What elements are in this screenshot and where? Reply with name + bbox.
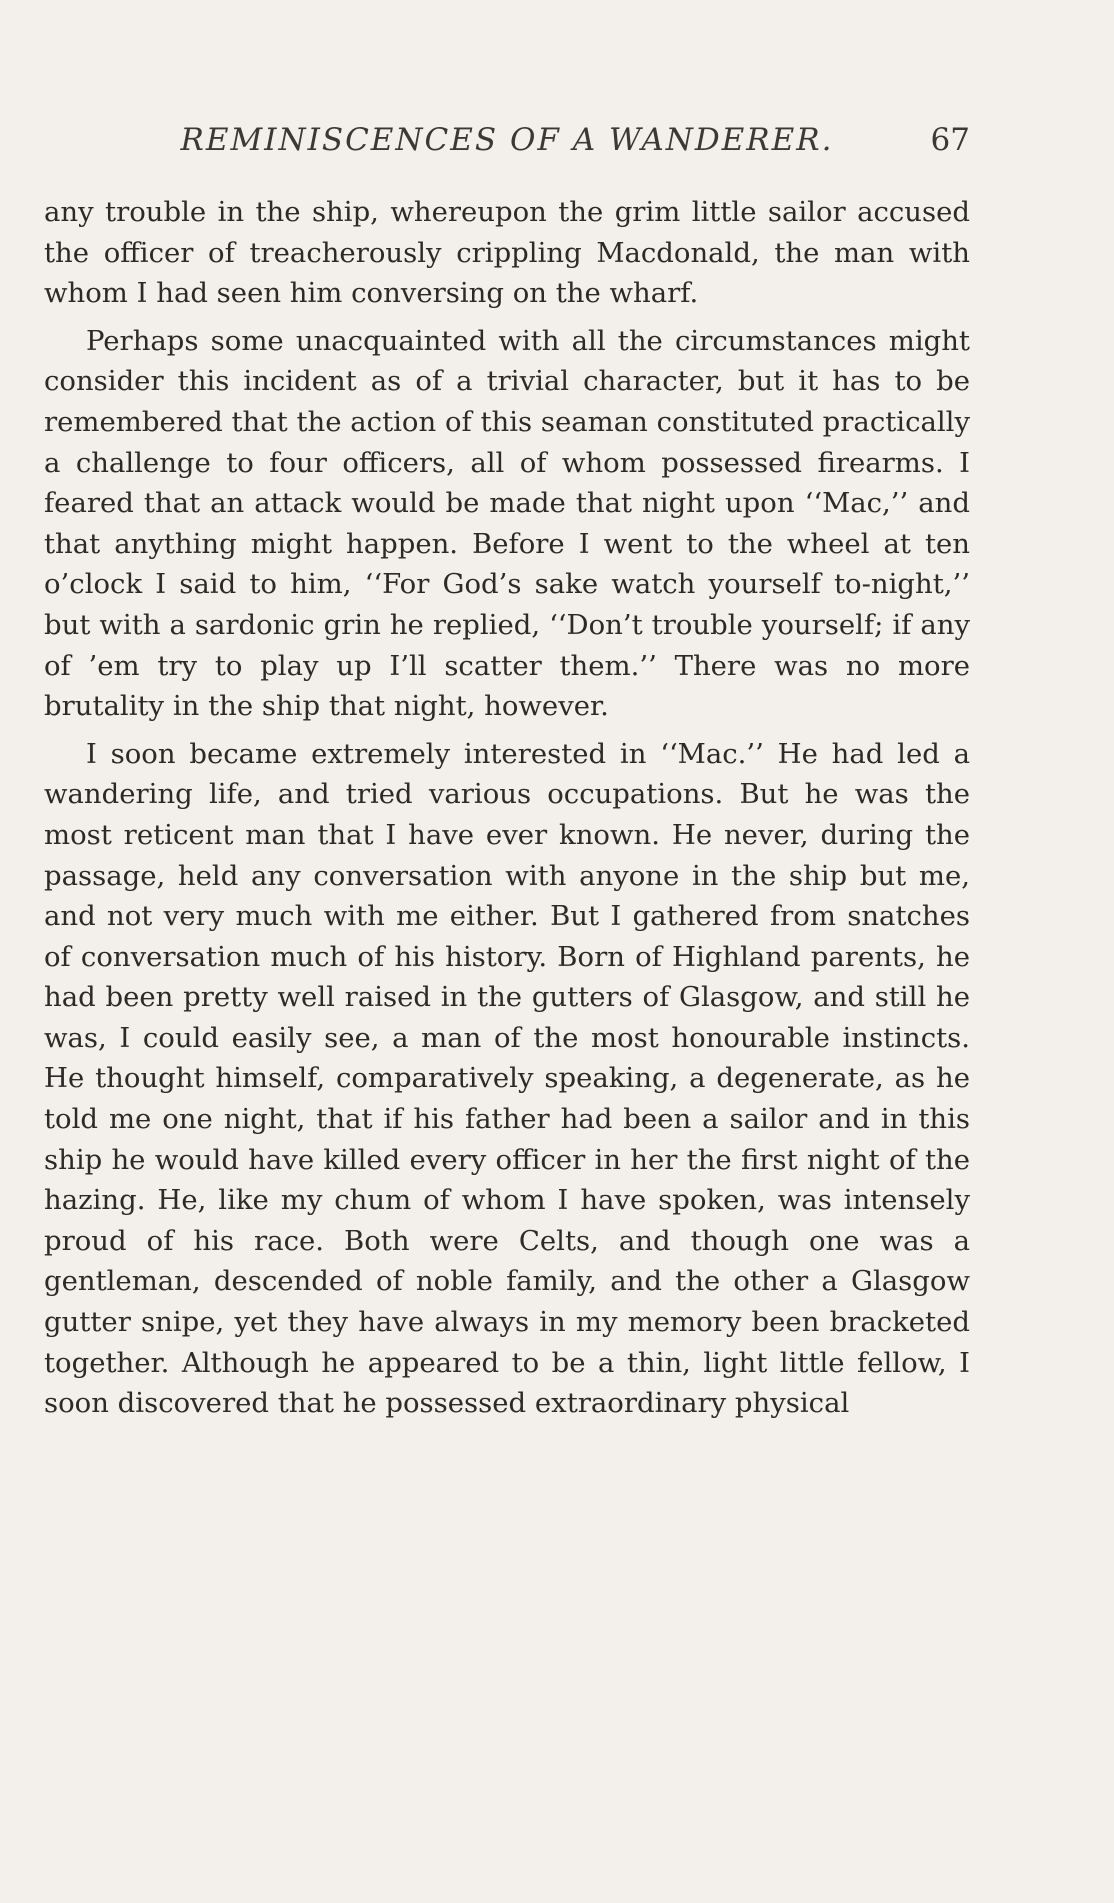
page-number: 67	[930, 122, 970, 158]
page-body	[44, 192, 970, 1431]
paragraph: Perhaps some unacquainted with all the circumstances might consider this incident as of a trivial character, but it has to be remembered that the action of this seaman constituted practically a challenge to four officers, all of whom possessed firearms. I feared that an attack would be made that night upon ‘‘Mac,’’ and that anything might happen. Before I went to the wheel at ten o’clock I said to him, ‘‘For God’s sake watch yourself to-night,’’ but with a sardonic grin he replied, ‘‘Don’t trouble yourself; if any of ’em try to play up I’ll scatter them.’’ There was no more brutality in the ship that night, however.	[44, 324, 970, 723]
paragraph: I soon became extremely interested in ‘‘Mac.’’ He had led a wandering life, and tried various occupations. But he was the most reticent man that I have ever known. He never, during the passage, held any conversation with anyone in the ship but me, and not very much with me either. But I gathered from snatches of conversation much of his history. Born of Highland parents, he had been pretty well raised in the gutters of Glasgow, and still he was, I could easily see, a man of the most honourable instincts. He thought himself, comparatively speaking, a degenerate, as he told me one night, that if his father had been a sailor and in this ship he would have killed every officer in her the first night of the hazing. He, like my chum of whom I have spoken, was intensely proud of his race. Both were Celts, and though one was a gentleman, descended of noble family, and the other a Glasgow gutter snipe, yet they have always in my memory been bracketed together. Although he appeared to be a thin, light little fellow, I soon discovered that he possessed extraordinary physical	[44, 737, 970, 1420]
page-header	[44, 122, 970, 172]
paragraph-continued: any trouble in the ship, whereupon the grim little sailor accused the officer of treacherously crippling Macdonald, the man with whom I had seen him conversing on the wharf.	[44, 196, 970, 310]
running-head: REMINISCENCES OF A WANDERER.	[180, 122, 834, 158]
